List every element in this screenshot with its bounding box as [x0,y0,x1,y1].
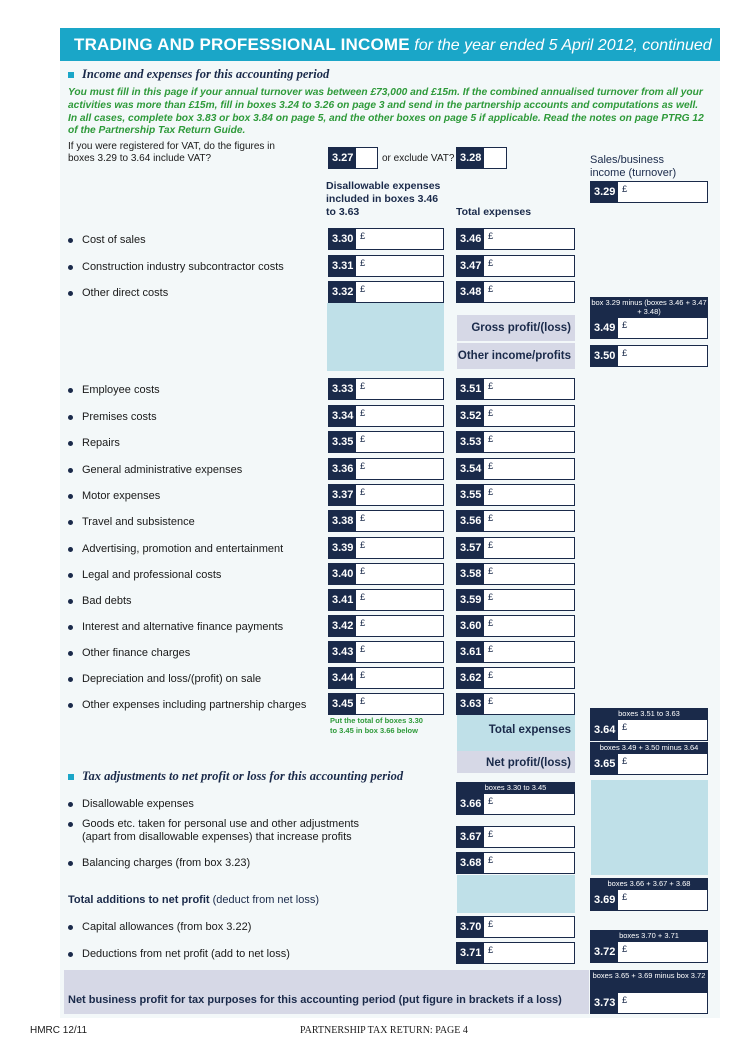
square-bullet-icon [68,72,74,78]
box-3-62[interactable]: 3.62 £ [456,667,575,689]
row-other-direct: Other direct costs [68,287,168,299]
bullet-icon [68,468,73,473]
row-travel-and-subsistence: Travel and subsistence [68,516,195,528]
box-3-73[interactable]: 3.73 £ [590,992,708,1014]
row-interest-and-alternative-finance-payments: Interest and alternative finance payments [68,621,283,633]
bullet-icon [68,822,73,827]
row-general-administrative-expenses: General administrative expenses [68,464,242,476]
box-3-58[interactable]: 3.58 £ [456,563,575,585]
bullet-icon [68,291,73,296]
box-3-49[interactable]: 3.49 £ [590,317,708,339]
note-gross: box 3.29 minus (boxes 3.46 + 3.47 + 3.48) [591,298,707,316]
page-title [60,28,720,61]
bullet-icon [68,441,73,446]
box-3-38[interactable]: 3.38 £ [328,510,444,532]
box-3-59[interactable]: 3.59 £ [456,589,575,611]
box-3-37[interactable]: 3.37 £ [328,484,444,506]
bullet-icon [68,703,73,708]
row-other-finance-charges: Other finance charges [68,647,190,659]
row-repairs: Repairs [68,437,120,449]
bullet-icon [68,677,73,682]
box-3-51[interactable]: 3.51 £ [456,378,575,400]
note-net-business: boxes 3.65 + 3.69 minus box 3.72 [590,970,708,992]
row-advertising-promotion-and-entertainment: Advertising, promotion and entertainment [68,543,283,555]
square-bullet-icon [68,774,74,780]
box-3-50[interactable]: 3.50 £ [590,345,708,367]
blue-shade-c [591,780,708,875]
row-employee-costs: Employee costs [68,384,160,396]
bullet-icon [68,925,73,930]
box-3-54[interactable]: 3.54 £ [456,458,575,480]
note-total-expenses: boxes 3.51 to 3.63 [590,708,708,719]
box-3-34[interactable]: 3.34 £ [328,405,444,427]
box-3-66[interactable]: 3.66 £ [456,793,575,815]
row-bad-debts: Bad debts [68,595,132,607]
box-3-71[interactable]: 3.71 £ [456,942,575,964]
total-expenses-label: Total expenses [488,724,571,736]
bullet-icon [68,952,73,957]
box-3-30[interactable]: 3.30 £ [328,228,444,250]
bullet-icon [68,265,73,270]
box-3-41[interactable]: 3.41 £ [328,589,444,611]
row-goods: Goods etc. taken for personal use and other adjustments (apart from disallowable expenses) that increase profits [68,818,359,844]
bullet-icon [68,547,73,552]
blue-shade-a [327,303,444,371]
box-3-33[interactable]: 3.33 £ [328,378,444,400]
box-3-55[interactable]: 3.55 £ [456,484,575,506]
box-3-32[interactable]: 3.32 £ [328,281,444,303]
bullet-icon [68,802,73,807]
box-3-44[interactable]: 3.44 £ [328,667,444,689]
row-motor-expenses: Motor expenses [68,490,160,502]
box-3-45[interactable]: 3.45 £ [328,693,444,715]
bullet-icon [68,415,73,420]
box-3-27[interactable]: 3.27 [328,147,378,169]
section-heading-income: Income and expenses for this accounting period [68,67,329,82]
bullet-icon [68,599,73,604]
row-other-expenses-including-partnership-charges: Other expenses including partnership charges [68,699,306,711]
row-depreciation-and-loss-profit-on-sale: Depreciation and loss/(profit) on sale [68,673,261,685]
box-3-56[interactable]: 3.56 £ [456,510,575,532]
bullet-icon [68,625,73,630]
col-header-disallowable: Disallowable expenses included in boxes 3.46 to 3.63 [326,180,441,218]
box-3-40[interactable]: 3.40 £ [328,563,444,585]
vat-or-text: or exclude VAT? [382,153,455,164]
bullet-icon [68,388,73,393]
section-heading-tax: Tax adjustments to net profit or loss for this accounting period [68,769,403,784]
box-3-29[interactable]: 3.29 £ [590,181,708,203]
row-deductions: Deductions from net profit (add to net loss) [68,948,290,960]
row-disallowable: Disallowable expenses [68,798,194,810]
vat-question: If you were registered for VAT, do the figures in boxes 3.29 to 3.64 include VAT? [68,141,275,164]
note-total-additions: boxes 3.66 + 3.67 + 3.68 [590,878,708,889]
row-construction: Construction industry subcontractor costs [68,261,284,273]
note-deductions: boxes 3.70 + 3.71 [590,930,708,941]
grey-net-business [64,970,589,1014]
col-header-total: Total expenses [456,206,532,218]
box-3-36[interactable]: 3.36 £ [328,458,444,480]
box-3-61[interactable]: 3.61 £ [456,641,575,663]
box-3-47[interactable]: 3.47 £ [456,255,575,277]
gross-label: Gross profit/(loss) [471,322,571,334]
title-main: TRADING AND PROFESSIONAL INCOME [74,35,410,54]
other-income-label: Other income/profits [457,350,571,362]
bullet-icon [68,861,73,866]
box-3-53[interactable]: 3.53 £ [456,431,575,453]
net-profit-label: Net profit/(loss) [486,757,571,769]
bullet-icon [68,651,73,656]
box-3-72[interactable]: 3.72 £ [590,941,708,963]
bullet-icon [68,494,73,499]
row-cost-of-sales: Cost of sales [68,234,146,246]
net-business-label: Net business profit for tax purposes for this accounting period (put figure in brackets if a loss) [68,994,562,1006]
total-additions-label: Total additions to net profit (deduct from net loss) [68,894,319,906]
box-3-68[interactable]: 3.68 £ [456,852,575,874]
bullet-icon [68,520,73,525]
box-3-42[interactable]: 3.42 £ [328,615,444,637]
green-note: Put the total of boxes 3.30 to 3.45 in box 3.66 below [330,716,423,735]
box-3-43[interactable]: 3.43 £ [328,641,444,663]
note-disallowable: boxes 3.30 to 3.45 [456,782,575,793]
box-3-70[interactable]: 3.70 £ [456,916,575,938]
box-3-57[interactable]: 3.57 £ [456,537,575,559]
intro-text: You must fill in this page if your annual turnover was between £73,000 and £15m. If the combined annualised turnover from all your activities was more than £15m, fill in boxes 3.24 to 3.26 on page 3 and send in the partnership accounts and computations as well. In all cases, complete box 3.83 or box 3.84 on page 5, and the other boxes on page 5 if applicable. Read the notes on page PTRG 12 of the Partnership Tax Return Guide. [68,87,704,137]
footer-form-id: HMRC 12/11 [30,1025,88,1036]
col-header-sales: Sales/business income (turnover) [590,154,677,179]
row-balancing: Balancing charges (from box 3.23) [68,857,250,869]
bullet-icon [68,573,73,578]
box-3-65[interactable]: 3.65 £ [590,753,708,775]
box-3-39[interactable]: 3.39 £ [328,537,444,559]
box-3-35[interactable]: 3.35 £ [328,431,444,453]
blue-shade-d [457,875,575,913]
box-3-69[interactable]: 3.69 £ [590,889,708,911]
box-3-48[interactable]: 3.48 £ [456,281,575,303]
box-3-28[interactable]: 3.28 [456,147,507,169]
box-3-60[interactable]: 3.60 £ [456,615,575,637]
box-3-67[interactable]: 3.67 £ [456,826,575,848]
title-sub: for the year ended 5 April 2012, continued [409,37,712,54]
bullet-icon [68,238,73,243]
box-3-52[interactable]: 3.52 £ [456,405,575,427]
box-3-63[interactable]: 3.63 £ [456,693,575,715]
row-premises-costs: Premises costs [68,411,157,423]
box-3-64[interactable]: 3.64 £ [590,719,708,741]
row-capital: Capital allowances (from box 3.22) [68,921,251,933]
box-3-31[interactable]: 3.31 £ [328,255,444,277]
footer-page-title: PARTNERSHIP TAX RETURN: PAGE 4 [300,1025,468,1036]
note-net-profit: boxes 3.49 + 3.50 minus 3.64 [590,742,708,753]
box-3-46[interactable]: 3.46 £ [456,228,575,250]
row-legal-and-professional-costs: Legal and professional costs [68,569,221,581]
